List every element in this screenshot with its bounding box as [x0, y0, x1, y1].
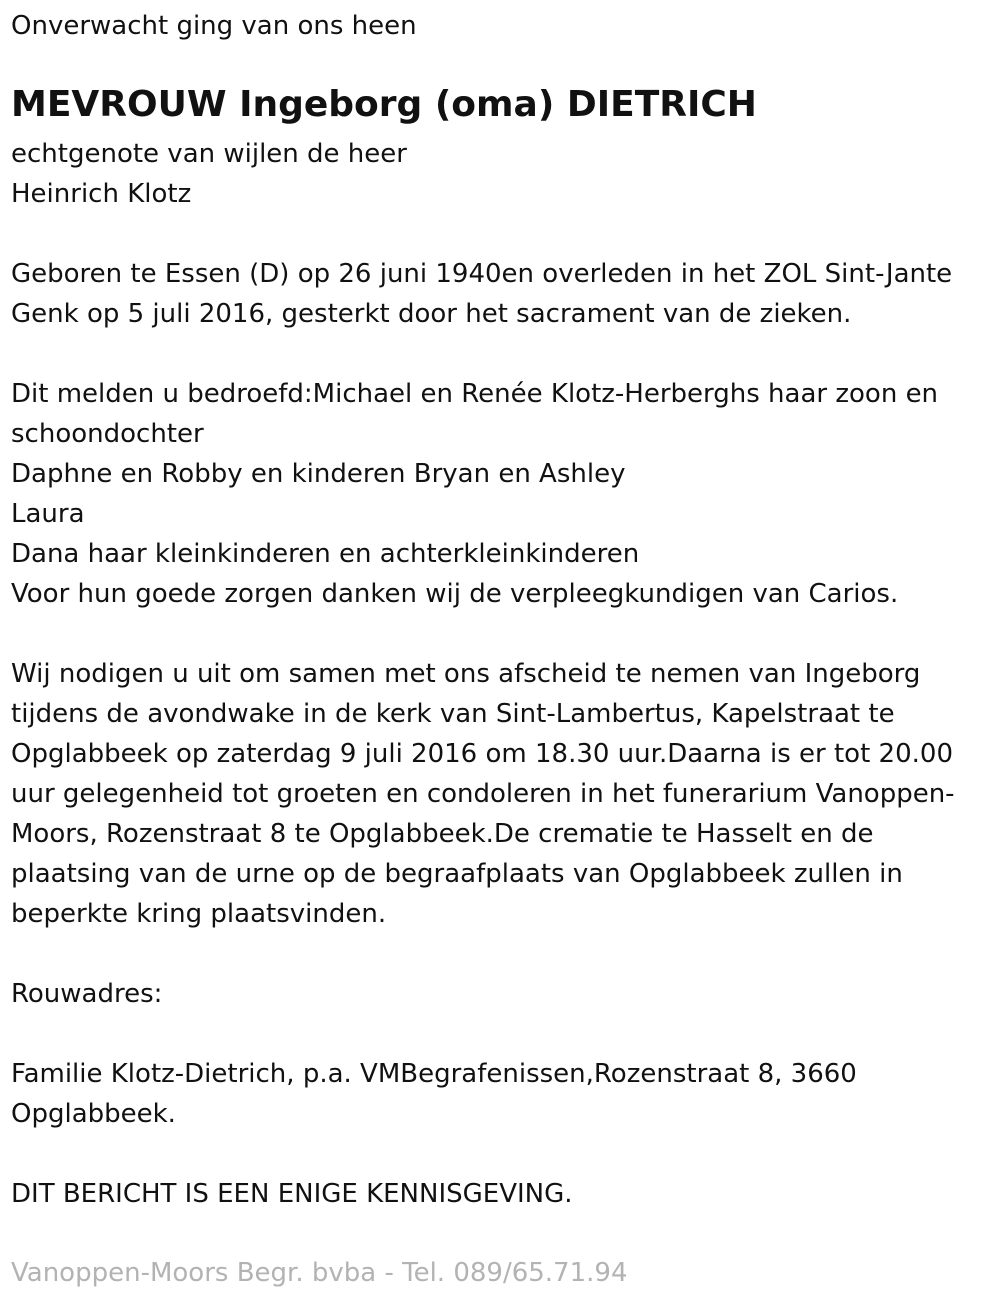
- intro-line: Onverwacht ging van ons heen: [11, 11, 417, 41]
- family-line: Voor hun goede zorgen danken wij de verpleegkundigen van Carios.: [11, 579, 899, 609]
- address-line: Opglabbeek.: [11, 1099, 176, 1129]
- spouse-line: echtgenote van wijlen de heer: [11, 139, 407, 169]
- birth-death-line: Genk op 5 juli 2016, gesterkt door het sacrament van de zieken.: [11, 299, 852, 329]
- address-label-section: [11, 974, 162, 1014]
- birth-death-section: [11, 254, 952, 334]
- family-line: schoondochter: [11, 419, 204, 449]
- spouse-section: [11, 134, 407, 214]
- invitation-line: Moors, Rozenstraat 8 te Opglabbeek.De crematie te Hasselt en de: [11, 819, 874, 849]
- family-line: Dana haar kleinkinderen en achterkleinkinderen: [11, 539, 640, 569]
- invitation-line: uur gelegenheid tot groeten en condoleren in het funerarium Vanoppen-: [11, 779, 955, 809]
- invitation-line: beperkte kring plaatsvinden.: [11, 899, 387, 929]
- notice-line: DIT BERICHT IS EEN ENIGE KENNISGEVING.: [11, 1179, 573, 1209]
- address-label: Rouwadres:: [11, 979, 163, 1009]
- invitation-line: plaatsing van de urne op de begraafplaats van Opglabbeek zullen in: [11, 859, 903, 889]
- address-section: [11, 1054, 857, 1134]
- family-line: Laura: [11, 499, 85, 529]
- invitation-line: Opglabbeek op zaterdag 9 juli 2016 om 18.30 uur.Daarna is er tot 20.00: [11, 739, 953, 769]
- notice-section: [11, 1174, 573, 1214]
- address-line: Familie Klotz-Dietrich, p.a. VMBegrafenissen,Rozenstraat 8, 3660: [11, 1059, 857, 1089]
- family-section: [11, 374, 938, 614]
- spouse-line: Heinrich Klotz: [11, 179, 192, 209]
- footer-credit: Vanoppen-Moors Begr. bvba - Tel. 089/65.71.94: [11, 1258, 628, 1288]
- invitation-line: Wij nodigen u uit om samen met ons afscheid te nemen van Ingeborg: [11, 659, 921, 689]
- deceased-name: MEVROUW Ingeborg (oma) DIETRICH: [11, 84, 757, 125]
- birth-death-line: Geboren te Essen (D) op 26 juni 1940en overleden in het ZOL Sint-Jante: [11, 259, 953, 289]
- invitation-line: tijdens de avondwake in de kerk van Sint-Lambertus, Kapelstraat te: [11, 699, 895, 729]
- family-line: Daphne en Robby en kinderen Bryan en Ashley: [11, 459, 626, 489]
- invitation-section: [11, 654, 955, 934]
- family-line: Dit melden u bedroefd:Michael en Renée Klotz-Herberghs haar zoon en: [11, 379, 939, 409]
